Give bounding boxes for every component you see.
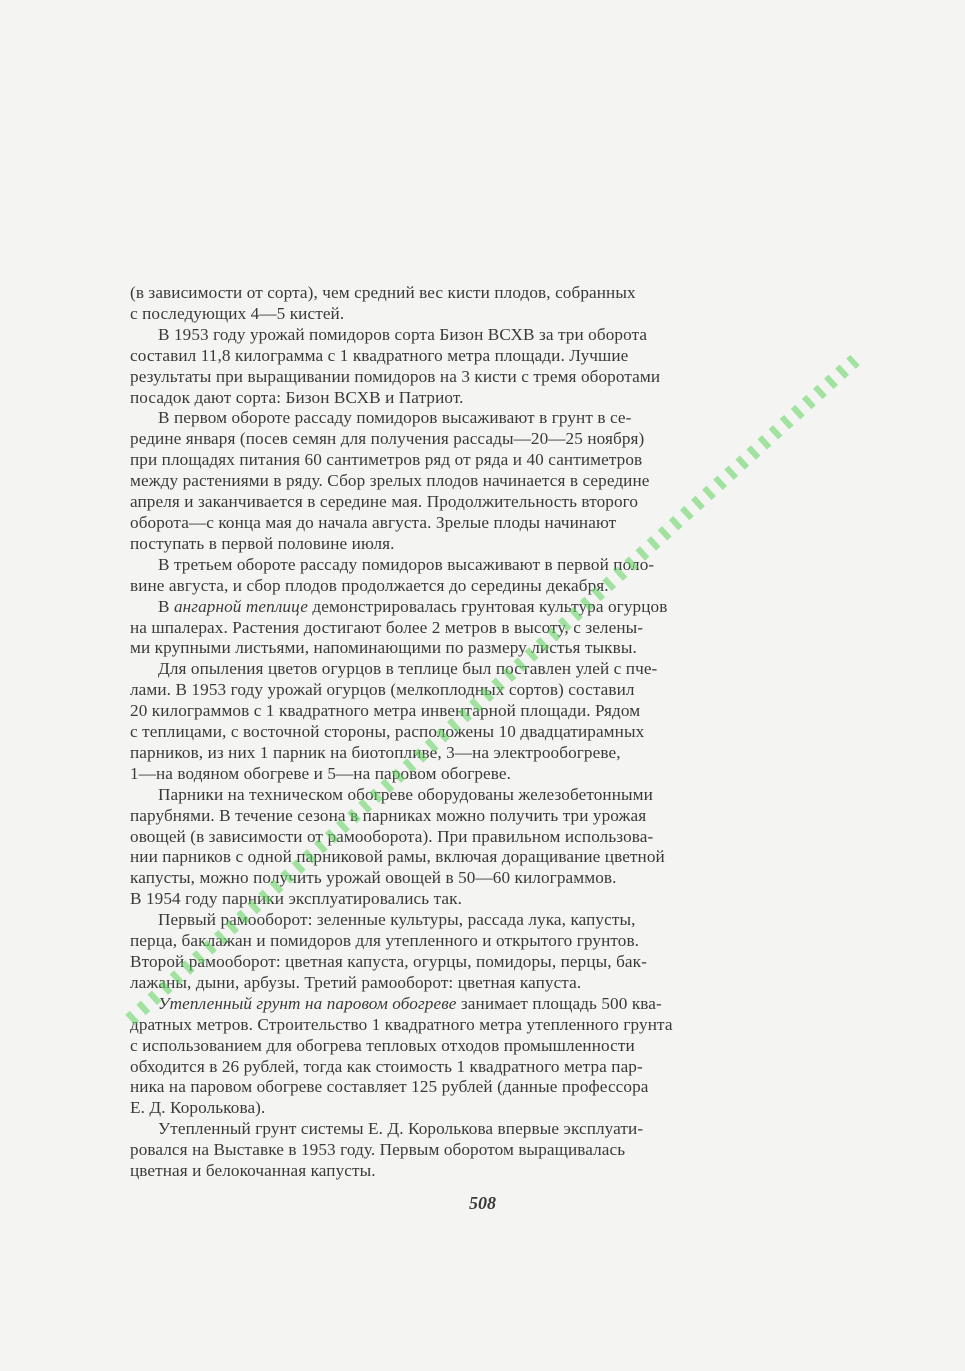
text-line: ми крупными листьями, напоминающими по размеру листья тыквы. xyxy=(130,638,637,658)
body-text xyxy=(130,283,810,1182)
text-line: парубнями. В течение сезона в парниках можно получить три урожая xyxy=(130,805,647,825)
text-line: Второй рамооборот: цветная капуста, огурцы, помидоры, перцы, бак- xyxy=(130,952,647,971)
text-line: Для опыления цветов огурцов в теплице был поставлен улей с пче- xyxy=(158,659,658,679)
text-line: обходится в 26 рублей, тогда как стоимость 1 квадратного метра пар- xyxy=(130,1056,643,1076)
italic-term: Утепленный грунт на паровом обогреве xyxy=(158,993,457,1013)
text-line: парников, из них 1 парник на биотопливе, 3—на электрообогреве, xyxy=(130,742,621,762)
text-line: В 1954 году парники эксплуатировались так. xyxy=(130,889,463,909)
paragraph xyxy=(130,910,810,994)
text-line: посадок дают сорта: Бизон ВСХВ и Патриот. xyxy=(130,387,464,407)
paragraph xyxy=(130,785,810,910)
text-line: Парники на техническом обогреве оборудованы железобетонными xyxy=(158,784,653,804)
text-line: нии парников с одной парниковой рамы, включая доращивание цветной xyxy=(130,847,665,867)
paragraph xyxy=(130,994,810,1119)
text-line: В третьем обороте рассаду помидоров высаживают в первой поло- xyxy=(158,554,655,574)
text-line: оборота—с конца мая до начала августа. Зрелые плоды начинают xyxy=(130,512,617,532)
text-line: В первом обороте рассаду помидоров высаживают в грунт в се- xyxy=(158,408,632,428)
text-line: Е. Д. Королькова). xyxy=(130,1098,266,1118)
text-line: апреля и заканчивается в середине мая. Продолжительность второго xyxy=(130,492,639,512)
text-line: В 1953 году урожай помидоров сорта Бизон ВСХВ за три оборота xyxy=(158,324,648,344)
text-line: с последующих 4—5 кистей. xyxy=(130,303,345,323)
text-line: Утепленный грунт системы Е. Д. Королькова впервые эксплуати- xyxy=(158,1119,644,1139)
text-line: дратных метров. Строительство 1 квадратного метра утепленного грунта xyxy=(130,1014,673,1034)
text-line: вине августа, и сбор плодов продолжается до середины декабря. xyxy=(130,575,609,595)
text-line: при площадях питания 60 сантиметров ряд от ряда и 40 сантиметров xyxy=(130,450,643,470)
text-line: Утепленный грунт на паровом обогреве занимает площадь 500 ква- xyxy=(158,993,662,1013)
paragraph xyxy=(130,597,810,660)
text-line: капусты, можно получить урожай овощей в 50—60 килограммов. xyxy=(130,868,617,888)
text-line: В ангарной теплице демонстрировалась грунтовая культура огурцов xyxy=(158,596,668,616)
paragraph xyxy=(130,555,810,597)
text-line: ника на паровом обогреве составляет 125 рублей (данные профессора xyxy=(130,1077,649,1097)
text-line: лами. В 1953 году урожай огурцов (мелкоплодных сортов) составил xyxy=(130,680,635,700)
page-number: 508 xyxy=(469,1193,496,1213)
text-line: лажаны, дыни, арбузы. Третий рамооборот: цветная капуста. xyxy=(130,972,582,992)
paragraph xyxy=(130,1119,810,1182)
text-line: с теплицами, с восточной стороны, расположены 10 двадцатирамных xyxy=(130,722,645,742)
paragraph xyxy=(130,659,810,784)
text-line: составил 11,8 килограмма с 1 квадратного метра площади. Лучшие xyxy=(130,345,629,365)
text-line: 1—на водяном обогреве и 5—на паровом обогреве. xyxy=(130,763,512,783)
text-line: цветная и белокочанная капусты. xyxy=(130,1161,376,1181)
text-line: поступать в первой половине июля. xyxy=(130,533,395,553)
text-line: (в зависимости от сорта), чем средний вес кисти плодов, собранных xyxy=(130,283,636,302)
paragraph xyxy=(130,325,810,409)
text-line: редине января (посев семян для получения рассады—20—25 ноября) xyxy=(130,429,645,449)
text-line: на шпалерах. Растения достигают более 2 метров в высоту, с зелены- xyxy=(130,617,644,637)
text-line: ровался на Выставке в 1953 году. Первым оборотом выращивалась xyxy=(130,1140,626,1160)
text-line: перца, баклажан и помидоров для утепленного и открытого грунтов. xyxy=(130,931,640,951)
paragraph xyxy=(130,283,810,325)
paragraph xyxy=(130,408,810,554)
text-line: овощей (в зависимости от рамооборота). При правильном использова- xyxy=(130,826,654,846)
italic-term: ангарной теплице xyxy=(173,596,308,616)
text-line: результаты при выращивании помидоров на 3 кисти с тремя оборотами xyxy=(130,366,661,386)
text-line: Первый рамооборот: зеленные культуры, рассада лука, капусты, xyxy=(158,910,636,930)
text-line: 20 килограммов с 1 квадратного метра инвентарной площади. Рядом xyxy=(130,701,641,721)
text-line: с использованием для обогрева тепловых отходов промышленности xyxy=(130,1035,635,1055)
text-line: между растениями в ряду. Сбор зрелых плодов начинается в середине xyxy=(130,471,650,491)
